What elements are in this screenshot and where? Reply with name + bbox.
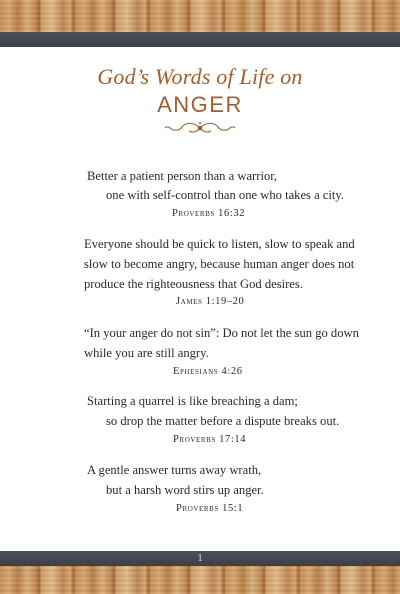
verse-line: Better a patient person than a warrior, [87,169,278,183]
title-script: God’s Words of Life on [97,64,303,89]
page-number: 1 [197,553,203,564]
page-title: ANGER [157,92,243,117]
verse-reference: Proverbs 15:1 [176,503,244,514]
page-header [0,64,400,136]
verse-line: produce the righteousness that God desires. [84,277,303,291]
verse-line: while you are still angry. [84,346,209,360]
wood-banner-top [0,0,400,32]
verse-line: but a harsh word stirs up anger. [106,483,264,497]
wood-banner-bottom [0,566,400,594]
verse-reference: James 1:19–20 [176,296,245,307]
verse-line: A gentle answer turns away wrath, [87,463,262,477]
flourish-ornament-icon [164,120,236,136]
verse-line: Starting a quarrel is like breaching a dam; [87,394,298,408]
footer-band [0,551,400,566]
verse-reference: Proverbs 17:14 [173,434,247,445]
verse-reference: Proverbs 16:32 [172,208,246,219]
verse-reference: Ephesians 4:26 [173,366,243,377]
verse-line: “In your anger do not sin”: Do not let the sun go down [84,326,359,340]
verse-line: Everyone should be quick to listen, slow to speak and [84,237,355,251]
header-band [0,32,400,47]
verse-line: one with self-control than one who takes a city. [106,188,345,202]
verse-line: slow to become angry, because human anger does not [84,257,355,271]
verse-line: so drop the matter before a dispute breaks out. [106,414,340,428]
